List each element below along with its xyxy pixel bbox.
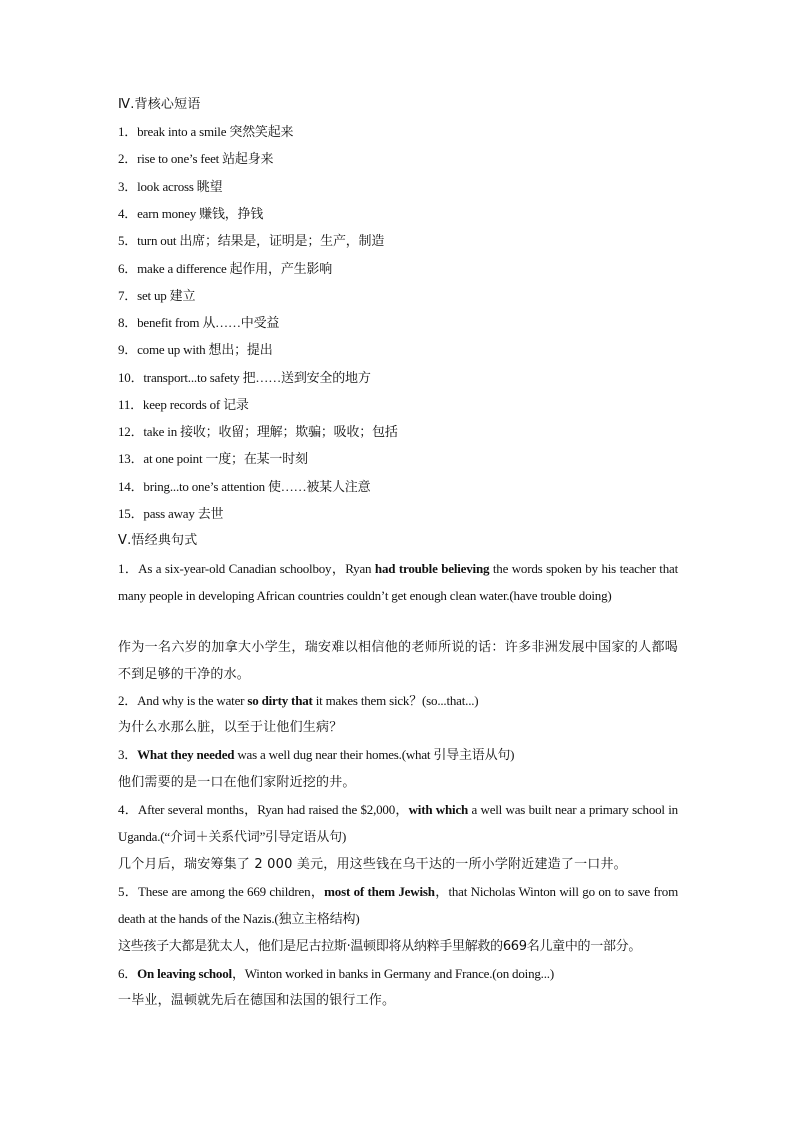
sentence-2-translation: 为什么水那么脏，以至于让他们生病？ bbox=[118, 720, 343, 735]
sentence-6-key-structure: On leaving school bbox=[137, 966, 232, 981]
phrase-item: 13．at one point 一度；在某一时刻 bbox=[118, 451, 308, 466]
phrase-item: 15．pass away 去世 bbox=[118, 506, 224, 521]
sentence-2-english: 2．And why is the water so dirty that it makes them sick？(so...that...) bbox=[118, 693, 479, 708]
sentence-1-key-structure: had trouble believing bbox=[374, 561, 490, 576]
phrase-item: 11．keep records of 记录 bbox=[118, 397, 249, 412]
sentence-3-translation: 他们需要的是一口在他们家附近挖的井。 bbox=[118, 775, 356, 790]
phrase-item: 5．turn out 出席；结果是，证明是；生产，制造 bbox=[118, 233, 385, 248]
phrase-item: 10．transport...to safety 把……送到安全的地方 bbox=[118, 370, 371, 385]
sentence-3-english: 3．What they needed was a well dug near their homes.(what 引导主语从句) bbox=[118, 747, 515, 762]
sentence-5-translation: 这些孩子大都是犹太人，他们是尼古拉斯·温顿即将从纳粹手里解救的669名儿童中的一部分。 bbox=[118, 939, 642, 954]
sentence-1-translation: 作为一名六岁的加拿大小学生，瑞安难以相信他的老师所说的话：许多非洲发展中国家的人都喝不到足够的干净的水。 bbox=[118, 640, 678, 682]
phrase-item: 9．come up with 想出；提出 bbox=[118, 342, 273, 357]
section-heading-classic-sentences: Ⅴ.悟经典句式 bbox=[118, 533, 198, 548]
phrase-item: 8．benefit from 从……中受益 bbox=[118, 315, 280, 330]
sentence-3-key-structure: What they needed bbox=[137, 747, 235, 762]
sentence-4-english: 4．After several months，Ryan had raised the $2,000，with which a well was built near a primary school in Uganda.(“介词＋关系代词”引导定语从句) bbox=[118, 802, 678, 844]
phrase-item: 2．rise to one’s feet 站起身来 bbox=[118, 151, 274, 166]
phrase-item: 12．take in 接收；收留；理解；欺骗；吸收；包括 bbox=[118, 424, 398, 439]
sentence-2-key-structure: so dirty that bbox=[247, 693, 313, 708]
phrase-item: 7．set up 建立 bbox=[118, 288, 196, 303]
sentence-4-key-structure: with which bbox=[408, 802, 469, 817]
sentence-4-translation: 几个月后，瑞安筹集了 2 000 美元，用这些钱在乌干达的一所小学附近建造了一口井。 bbox=[118, 857, 627, 872]
sentence-5-key-structure: most of them Jewish bbox=[324, 884, 435, 899]
phrase-item: 6．make a difference 起作用，产生影响 bbox=[118, 261, 333, 276]
sentence-6-translation: 一毕业，温顿就先后在德国和法国的银行工作。 bbox=[118, 993, 396, 1008]
phrase-item: 14．bring...to one’s attention 使……被某人注意 bbox=[118, 479, 371, 494]
phrase-item: 4．earn money 赚钱，挣钱 bbox=[118, 206, 264, 221]
phrase-item: 3．look across 眺望 bbox=[118, 179, 223, 194]
sentence-1-english: 1．As a six-year-old Canadian schoolboy，Ryan had trouble believing the words spoken by his teacher that many people in developing African countries couldn’t get enough clean water.(have trouble doing) bbox=[118, 561, 678, 603]
sentence-6-english: 6．On leaving school，Winton worked in banks in Germany and France.(on doing...) bbox=[118, 966, 554, 981]
phrase-item: 1．break into a smile 突然笑起来 bbox=[118, 124, 294, 139]
section-heading-core-phrases: Ⅳ.背核心短语 bbox=[118, 97, 201, 112]
sentence-5-english: 5．These are among the 669 children，most of them Jewish，that Nicholas Winton will go on to save from death at the hands of the Nazis.(独立主格结构) bbox=[118, 884, 678, 926]
